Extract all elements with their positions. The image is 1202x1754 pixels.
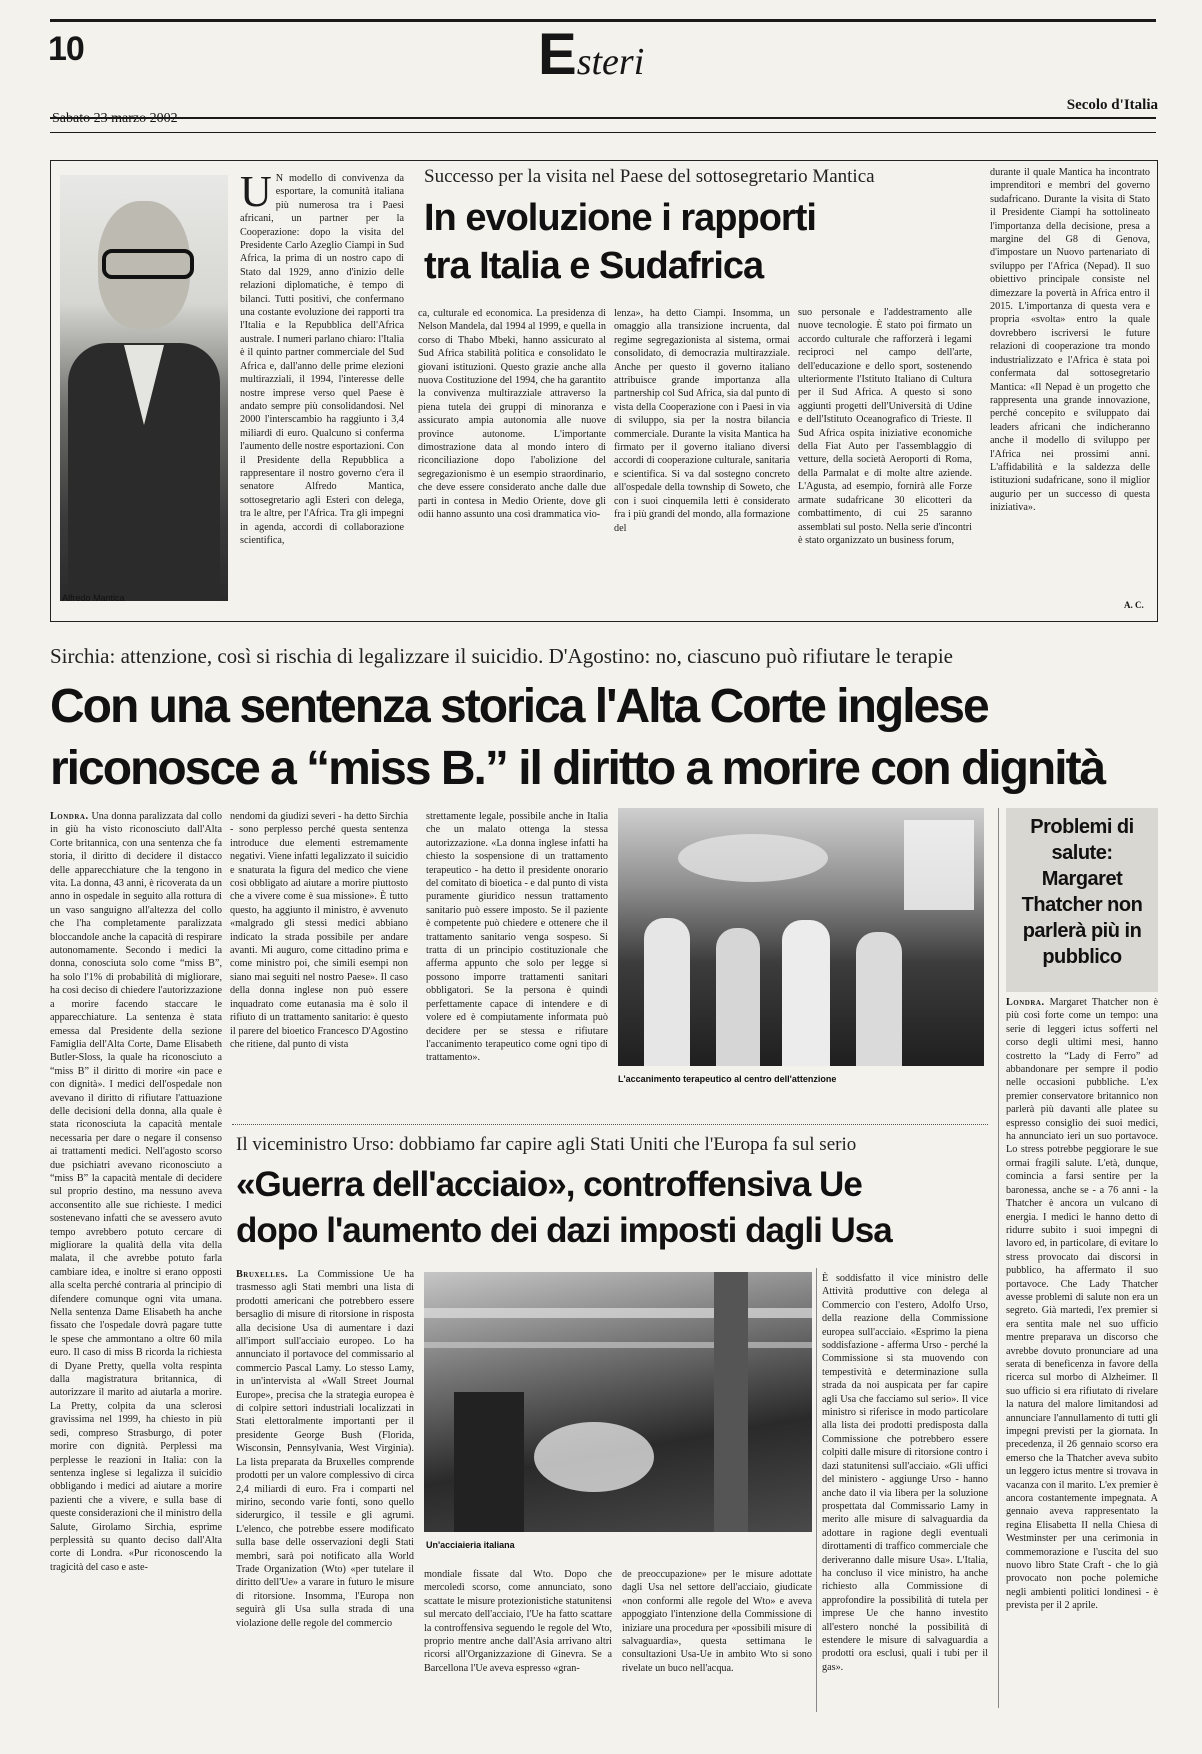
article2-col1-text: Una donna paralizzata dal collo in giù ha visto riconosciuto dall'Alta Corte britannica, con una sentenza che fa storia, il diritto di decidere il distacco delle apparecchiature che la tengono in vita. La donna, 43 anni, è ricoverata da un anno in ospedale in seguito alla rottura di un vaso sanguigno all'altezza del collo che l'ha completamente paralizzata bloccandole anche la capacità di respirare autonomamente. Secondo i medici la donna, conosciuta solo come “miss B”, ha solo l'1% di probabilità di migliorare, ha così deciso di chiedere l'autorizzazione a morire facendo staccare le apparecchiature. La sentenza è stata emessa dal Presidente della sezione Famiglia dell'Alta Corte, Dame Elisabeth Butler-Sloss, la quale ha riconosciuto a “miss B” il diritto di morire «in pace e con dignità». I medici dell'ospedale non avevano il diritto di rifiutare l'attuazione delle decisioni della donna, alla quale è stata riconosciuta la capacità mentale necessaria per dare o negare il consenso ai trattamenti medici. Nell'agosto scorso due psichiatri avevano riconosciuto a “miss B” la capacità mentale di decidere sul proprio destino, ma nessuno aveva acconsentito alle sue richieste. I medici sostenevano infatti che se avessero avuto tempo avrebbero potuto cercare di migliorare la qualità della vita della malata, il che avrebbe potuto farla cambiare idea, e inoltre si erano opposti alla scelta perché contraria al principio di difendere comunque ogni vita umana. Nella sentenza Dame Elisabeth ha anche fissato che l'ospedale dovrà pagare tutte le spese che ammontano a oltre 60 mila euro. Il caso di miss B ricorda la richiesta di Dyane Pretty, quella volta respinta dalla magistratura britannica, di autorizzare il marito ad aiutarla a morire. La Pretty, colpita da una sclerosi gravissima nel 1999, ha chiesto in più sedi, compreso Strasburgo, di poter morire con dignità. Perplessi ma perplesse le reazioni in Italia: con la sentenza inglese si legalizza il suicidio obbligando i medici ad aiutare a morire pazienti che a vivere, e sulla base di queste considerazioni che il ministro della Salute, Girolamo Sirchia, esprime perplessità su quanto deciso dall'Alta corte di Londra. «Pur riconoscendo la tragicità del caso e aste-: [50, 811, 222, 1573]
portrait-glasses: [102, 249, 194, 279]
furnace-glow: [534, 1422, 654, 1492]
portrait-caption: Alfredo Mantica: [62, 593, 125, 603]
article1-kicker: Successo per la visita nel Paese del sottosegretario Mantica: [424, 166, 875, 187]
article3-headline-line1: «Guerra dell'acciaio», controffensiva Ue: [236, 1165, 862, 1204]
thatcher-body: [1006, 996, 1158, 1712]
article2-dateline: Londra.: [50, 811, 89, 822]
article3-divider: [816, 1268, 817, 1712]
masthead-rule-thin: [50, 132, 1156, 133]
steelworks-photo: [424, 1272, 812, 1532]
article3-col2: mondiale fissate dal Wto. Dopo che mercoledì scorso, come annunciato, sono scattate le misure protezionistiche statunitensi sul mercato dell'acciaio, l'Ue ha fatto scattare la controffensiva seguendo le regole del Wto, proprio mentre anche dall'Asia arrivano altri ricorsi all'Organizzazione di Ginevra. Se a Barcellona l'Ue aveva espresso «gran-: [424, 1569, 612, 1674]
section-initial: E: [538, 22, 577, 87]
hospital-photo: [618, 808, 984, 1066]
article3-dateline: Bruxelles.: [236, 1269, 289, 1280]
section-title: [538, 22, 645, 87]
paper-name: Secolo d'Italia: [1066, 97, 1158, 113]
drop-cap: U: [240, 172, 272, 216]
machinery: [454, 1392, 524, 1532]
hospital-photo-caption: L'accanimento terapeutico al centro dell'attenzione: [618, 1074, 837, 1084]
hospital-window: [904, 820, 974, 910]
issue-date: [52, 111, 178, 127]
article3-headline-line2: dopo l'aumento dei dazi imposti dagli Usa: [236, 1211, 892, 1250]
article1-signature: A. C.: [1124, 600, 1144, 610]
article3-col1-text: La Commissione Ue ha trasmesso agli Stati membri una lista di prodotti americani che potrebbero essere bersaglio di misure di ritorsione in risposta alla decisione Usa di aumentare i dazi all'import sull'acciaio europeo. Lo ha annunciato il portavoce del commissario al commercio Pascal Lamy. Lo stesso Lamy, in un'intervista al «Wall Street Journal Europe», precisa che la strategia europea è di colpire settori industriali localizzati in Stati elettoralmente importanti per il presidente George Bush (Florida, Wisconsin, Pennsylvania, West Virginia). La lista preparata da Bruxelles comprende prodotti per un valore complessivo di circa 2,4 miliardi di euro. Fra i comparti nel mirino, secondo varie fonti, sono quello siderurgico, il tessile e gli agrumi. L'elenco, che potrebbe essere modificato sulla base delle osservazioni degli Stati membri, sarà poi notificato alla World Trade Organization (Wto) «per tutelare il diritto dell'Ue» a varare in futuro le misure di ritorsione. Insomma, l'Europa non seguirà gli Usa sulla strada di una violazione delle regole del commercio: [236, 1269, 414, 1629]
article2-col2: nendomi da giudizi severi - ha detto Sirchia - sono perplesso perché questa sentenza introduce due elementi estremamente negativi. Viene infatti legalizzato il suicidio e snaturata la figura del medico che viene così obbligato ad aiutare a morire piuttosto che a vivere come è sua missione». È tutto questo, ha aggiunto il ministro, è avvenuto «malgrado gli stessi medici abbiano indicato la strada possibile per andare avanti. Mi auguro, come cittadino prima e come ministro poi, che simili esempi non siano mai seguiti nel nostro Paese». Il caso della donna inglese non può essere inquadrato come eutanasia ma è solo il rifiuto di un trattamento sanitario: è questo il parere del bioetico Francesco D'Agostino che ritiene, dal punto di vista: [230, 811, 408, 1050]
article3-headline: [236, 1162, 996, 1254]
thatcher-headline: Problemi di salute: Margaret Thatcher non parlerà più in pubblico: [1021, 816, 1143, 968]
article1-col3: lenza», ha detto Ciampi. Insomma, un omaggio alla transizione incruenta, dal regime segregazionista al sistema, ormai consolidato, di democrazia multirazziale. Anche per questo il governo italiano attribuisce grande importanza alla partnership col Sud Africa, sia dal punto di vista della Cooperazione con i Paesi in via di sviluppo, sia per la nostra bilancia commerciale. Durante la visita Mantica ha firmato per il governo italiano diversi accordi di cooperazione culturale, sanitaria e scientifica. Si va dal sostegno concreto all'ospedale della township di Soweto, che con i suoi cinquemila letti è considerato fra i più grandi del mondo, alla formazione del: [614, 308, 790, 534]
doctor-figure-1: [644, 918, 690, 1066]
article1-headline-line1: In evoluzione i rapporti: [424, 197, 816, 239]
steel-pillar: [714, 1272, 748, 1532]
article3-top-rule: [232, 1124, 988, 1125]
article3-col4: È soddisfatto il vice ministro delle Attività produttive con delega al Commercio con l'estero, Adolfo Urso, della reazione della Commissione europea sull'acciaio. «Esprimo la piena soddisfazione - afferma Urso - perché la Commissione si sta muovendo con tempestività e determinazione sulla strada da noi auspicata per far capire agli Usa che facciamo sul serio». Il vice ministro si riferisce in modo particolare alla lista dei prodotti predisposta dalla Commissione che potrebbero essere colpiti dalle misure di ritorsione contro i dazi statunitensi sull'acciaio. «Gli uffici del ministero - aggiunge Urso - hanno anche dato il via libera per la soluzione prospettata dal Commissario Lamy in merito alle misure di salvaguardia da adottare in ragione degli eventuali dirottamenti di traffico commerciale che deriveranno dalle misure Usa». L'Italia, ha concluso il vice ministro, ha anche richiesto alla Commissione di approfondire la possibilità di tutela per imprese Ue che hanno investito all'estero nonché la possibilità di estendere le misure di salvaguardia a prodotti ora esclusi, quali i tubi per il gas».: [822, 1273, 988, 1673]
article2-headline-line2: riconosce a “miss B.” il diritto a morire con dignità: [50, 742, 1105, 795]
article3-kicker: Il viceministro Urso: dobbiamo far capire agli Stati Uniti che l'Europa fa sul serio: [236, 1134, 857, 1155]
page-number: 10: [48, 30, 84, 68]
steelworks-photo-caption: Un'acciaieria italiana: [426, 1540, 515, 1550]
article2-col3: strettamente legale, possibile anche in Italia che un malato ottenga la stessa autorizzazione. «La donna inglese infatti ha chiesto la sospensione di un trattamento terapeutico - ha detto il presidente onorario del comitato di bioetica - e dal punto di vista puramente giuridico nessun trattamento sanitario può essere imposto. Se il paziente è competente può chiedere e ottenere che il trattamento sanitario venga sospeso. Si tratta di un principio costituzionale che afferma appunto che solo per legge si possono imporre trattamenti sanitari obbligatori. Se la persona è quindi perfettamente capace di intendere e di volere ed è compiutamente informata può decidere per se stessa e rifiutare l'accanimento terapeutico come ogni tipo di trattamento».: [426, 811, 608, 1064]
article3-col3: de preoccupazione» per le misure adottate dagli Usa nel settore dell'acciaio, giudicate «non conformi alle regole del Wto» e aveva appoggiato l'intenzione della Commissione di iniziare una procedura per «possibili misure di salvaguardia», questa settimana le consultazioni Usa-Ue in ambito Wto si sono rivelate un buco nell'acqua.: [622, 1569, 812, 1674]
article3-col1: [236, 1268, 414, 1712]
mantica-portrait-photo: [60, 175, 228, 601]
article1-col1: [240, 172, 404, 602]
hospital-lamp: [678, 834, 828, 882]
article1-col2: ca, culturale ed economica. La presidenza di Nelson Mandela, dal 1994 al 1999, e quella in corso di Thabo Mbeki, hanno assicurato al Sud Africa stabilità politica e consolidato le giovani istituzioni. Questo grazie anche alla nuova Costituzione del 1994, che ha garantito la convivenza multirazziale attraverso la piena tutela dei gruppi di minoranza e assicurato ampia autonomia alle nuove province autonome. L'importante dimostrazione data al mondo intero di riconciliazione dopo l'abolizione del segregazionismo è un esempio straordinario, che deve essere considerato anche dalle due parti in contesa in Medio Oriente, dove gli odii hanno assunto una così drammatica vio-: [418, 308, 606, 521]
article1-col4: suo personale e l'addestramento alle nuove tecnologie. È stato poi firmato un accordo culturale che rafforzerà i legami reciproci nel campo dell'arte, dell'educazione e dello sport, sostenendo ulteriormente l'Istituto Italiano di Cultura per il Sud Africa. A questo si sono aggiunti progetti dell'Università di Udine e dell'Istituto Oceanografico di Trieste. Il Sud Africa ospita iniziative economiche della Fiat Auto per l'assemblaggio di vetture, della società Aeroporti di Roma, della Parmalat e di molte altre aziende. L'Agusta, ad esempio, fornirà alle Forze armate sudafricane 30 elicotteri da combattimento, di cui 25 saranno assemblati sul posto. Nella serie d'incontri è stato organizzato un business forum,: [798, 307, 972, 546]
section-name: steri: [576, 41, 645, 83]
masthead-rule: [50, 117, 1156, 119]
article2-col1: [50, 810, 222, 1710]
doctor-figure-3: [782, 920, 830, 1066]
steel-girder-2: [424, 1342, 812, 1348]
article1-col1-text: N modello di convivenza da esportare, la comunità italiana più numerosa tra i Paesi africani, un partner per la Cooperazione: dopo la visita del Presidente Carlo Azeglio Ciampi in Sud Africa, la prima di un nostro capo di Stato dal 1929, anno d'inizio delle relazioni diplomatiche, è tempo di bilanci. Tutti positivi, che confermano una costante evoluzione dei rapporti tra l'Italia e la Repubblica dell'Africa australe. I numeri parlano chiaro: l'Italia è il quinto partner commerciale del Sud Africa e, dall'anno delle prime elezioni multirazziali, il 1994, l'interesse delle nostre imprese verso quel Paese è andato sempre più consolidandosi. Nel 2000 l'interscambio ha raggiunto i 3,4 miliardi di euro. Qualcuno si conferma l'aumento delle nostre esportazioni. Con il Presidente della Repubblica a rappresentare il nostro governo c'era il senatore Alfredo Mantica, sottosegretario agli Esteri con delega, tra le altre, per l'Africa. Tra gli impegni in agenda, accordi di collaborazione scientifica,: [240, 173, 404, 546]
article2-headline-line1: Con una sentenza storica l'Alta Corte inglese: [50, 680, 988, 733]
thatcher-body-text: Margaret Thatcher non è più così forte come un tempo: una serie di leggeri ictus sofferti nel corso degli ultimi mesi, hanno costretto la “Lady di Ferro” ad abbandonare per sempre il podio nelle occasioni pubbliche. L'ex premier conservatore britannico non parlerà più davanti alle platee su espresso consiglio dei suoi medici, ha annunciato ieri un suo portavoce. Lo stress potrebbe peggiorare le sue ormai fragili salute. L'età, dunque, comincia a farsi sentire per la baronessa, anche se - a 76 anni - la Thatcher è ancora un vulcano di energia. I medici le hanno detto di ridurre subito i suoi impegni di lavoro ed, in particolare, di evitare lo stress provocato dai discorsi in pubblico, ha affermato il suo portavoce. Che Lady Thatcher avesse problemi di salute non era un segreto. Già martedì, l'ex premier si era sentita male nel suo ufficio mentre preparava un discorso che avrebbe dovuto pronunciare ad una serata di beneficenza in favore della ricerca sul morbo di Alzheimer. Il suo ufficio si era rifiutato di rivelare la natura del malore limitandosi ad annunciare l'annullamento di tutti gli impegni previsti per la giornata. In precedenza, il 26 gennaio scorso era emerso che la Thatcher aveva subìto un leggero ictus mentre si trovava in vacanza con il marito. L'ex premier è ancora costantemente impegnata. A gennaio aveva rappresentato la regina Elisabetta II nella Chiesa di Westminster per una cerimonia in commemorazione e l'uscita del suo nuovo libro State Craft - che lo già provocato non poche polemiche negli ambienti politici londinesi - è prevista per il 2 aprile.: [1006, 997, 1158, 1612]
article1-col5: durante il quale Mantica ha incontrato imprenditori e membri del governo sudafricano. Durante la visita di Stato il Presidente Ciampi ha sottolineato l'importanza della decisione, presa a margine del G8 di Genova, d'impostare un Nuovo partenariato di sviluppo per l'Africa (Nepad). Il suo obiettivo principale consiste nel dimezzare la povertà in Africa entro il 2015. L'importanza di questa vera e propria «svolta» entro la quale dovrebbero iscriversi le future relazioni di cooperazione tra mondo industrializzato e l'Africa è stata poi confermata dal sottosegretario Mantica: «Il Nepad è un progetto che rappresenta una grande innovazione, perché concepito e sviluppato dai leaders africani che indicheranno anche il modello di sviluppo per l'Africa nei prossimi anni. L'affidabilità e la saldezza delle istituzioni sudafricane, sono il miglior augurio per un successo di questa iniziativa».: [990, 167, 1150, 514]
article1-headline-line2: tra Italia e Sudafrica: [424, 245, 764, 287]
thatcher-dateline: Londra.: [1006, 997, 1045, 1008]
steel-girder-1: [424, 1308, 812, 1318]
article2-kicker: Sirchia: attenzione, così si rischia di legalizzare il suicidio. D'Agostino: no, ciascuno può rifiutare le terapie: [50, 644, 953, 668]
doctor-figure-2: [716, 928, 760, 1066]
sidebar-divider: [998, 808, 999, 1708]
article2-headline: [50, 676, 1160, 800]
top-rule: [50, 19, 1156, 22]
doctor-figure-4: [856, 932, 902, 1066]
